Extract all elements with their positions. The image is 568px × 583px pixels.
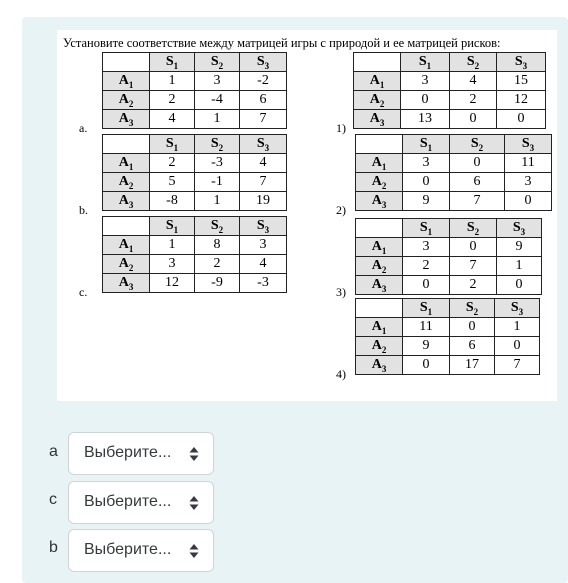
matrix-cell: 0 bbox=[450, 154, 505, 173]
select-value: Выберите... bbox=[84, 541, 172, 558]
col-header-s3: $S_3$ bbox=[240, 135, 287, 154]
matrix-cell: -3 bbox=[195, 154, 240, 173]
matrix-cell: -4 bbox=[195, 91, 240, 110]
matrix-row bbox=[356, 318, 540, 337]
matrix-cell: 4 bbox=[240, 255, 287, 274]
row-header-a1: $A_1$ bbox=[354, 72, 401, 91]
matrix-cell: 11 bbox=[505, 154, 552, 173]
sort-arrows-icon bbox=[189, 446, 199, 462]
matrix-cell: 9 bbox=[497, 238, 542, 257]
matrix-cell: 13 bbox=[401, 110, 450, 129]
matrix-row bbox=[103, 255, 287, 274]
matrix-cell: 15 bbox=[497, 72, 546, 91]
matrix-cell: 3 bbox=[240, 236, 287, 255]
matrix-cell: 3 bbox=[150, 255, 195, 274]
matrix-cell: 0 bbox=[497, 110, 546, 129]
sort-arrows-icon bbox=[189, 543, 199, 559]
matrix-cell: 4 bbox=[450, 72, 497, 91]
row-header-a3: $A_3$ bbox=[356, 192, 403, 211]
matrix-corner-cell bbox=[103, 53, 150, 72]
matrix-cell: 0 bbox=[450, 238, 497, 257]
matrix-cell: 6 bbox=[450, 337, 495, 356]
matrix-row bbox=[356, 337, 540, 356]
answer-select-a[interactable] bbox=[68, 432, 214, 475]
sort-arrows-icon bbox=[189, 495, 199, 511]
row-header-a3: $A_3$ bbox=[354, 110, 401, 129]
matrix-row bbox=[356, 356, 540, 375]
matrix-corner-cell bbox=[356, 135, 403, 154]
matrix-row bbox=[103, 91, 287, 110]
matrix-cell: 0 bbox=[403, 356, 450, 375]
matrix-row bbox=[103, 173, 287, 192]
matrix-cell: 1 bbox=[195, 192, 240, 211]
col-header-s2: $S_2$ bbox=[195, 53, 240, 72]
matrix-cell: 3 bbox=[403, 238, 450, 257]
col-header-s1: $S_1$ bbox=[403, 219, 450, 238]
matrix-cell: 4 bbox=[240, 154, 287, 173]
risk-matrix-0 bbox=[353, 52, 546, 129]
row-header-a1: $A_1$ bbox=[356, 238, 403, 257]
matrix-cell: -3 bbox=[240, 274, 287, 293]
matrix-cell: 1 bbox=[195, 110, 240, 129]
matrix-cell: 12 bbox=[497, 91, 546, 110]
matrix-cell: 0 bbox=[450, 318, 495, 337]
matrix-cell: 6 bbox=[450, 173, 505, 192]
risk-matrix-3 bbox=[355, 298, 540, 375]
matrix-cell: 7 bbox=[450, 192, 505, 211]
matrix-row bbox=[356, 238, 542, 257]
row-header-a1: $A_1$ bbox=[103, 236, 150, 255]
matrix-cell: 2 bbox=[150, 91, 195, 110]
row-header-a1: $A_1$ bbox=[356, 318, 403, 337]
matrix-row bbox=[356, 276, 542, 295]
matrix-row bbox=[354, 91, 546, 110]
matrix-cell: 1 bbox=[150, 236, 195, 255]
matrix-cell: -8 bbox=[150, 192, 195, 211]
col-header-s3: $S_3$ bbox=[497, 219, 542, 238]
risk-matrix-2 bbox=[355, 218, 542, 295]
col-header-s1: $S_1$ bbox=[403, 299, 450, 318]
matrix-row bbox=[103, 72, 287, 91]
matrix-cell: 7 bbox=[495, 356, 540, 375]
matrix-corner-cell bbox=[354, 53, 401, 72]
row-header-a2: $A_2$ bbox=[103, 173, 150, 192]
matrix-row bbox=[103, 110, 287, 129]
matrix-cell: 11 bbox=[403, 318, 450, 337]
question-image bbox=[57, 30, 557, 401]
game-matrix-2 bbox=[102, 216, 287, 293]
matrix-row bbox=[103, 154, 287, 173]
select-value: Выберите... bbox=[84, 444, 172, 461]
col-header-s1: $S_1$ bbox=[403, 135, 450, 154]
matrix-cell: 1 bbox=[497, 257, 542, 276]
matrix-cell: 3 bbox=[195, 72, 240, 91]
matrix-corner-cell bbox=[356, 219, 403, 238]
game-matrix-0 bbox=[102, 52, 287, 129]
matrix-row bbox=[356, 257, 542, 276]
col-header-s3: $S_3$ bbox=[497, 53, 546, 72]
matrix-cell: 0 bbox=[497, 276, 542, 295]
game-matrix-1 bbox=[102, 134, 287, 211]
game-matrix-label-1: b. bbox=[79, 203, 88, 217]
col-header-s2: $S_2$ bbox=[450, 53, 497, 72]
matrix-cell: -2 bbox=[240, 72, 287, 91]
matrix-cell: 7 bbox=[240, 173, 287, 192]
row-header-a3: $A_3$ bbox=[356, 276, 403, 295]
col-header-s1: $S_1$ bbox=[150, 53, 195, 72]
answer-label-b: b bbox=[49, 539, 58, 556]
matrix-row bbox=[103, 274, 287, 293]
matrix-cell: -1 bbox=[195, 173, 240, 192]
row-header-a2: $A_2$ bbox=[354, 91, 401, 110]
matrix-cell: 0 bbox=[495, 337, 540, 356]
row-header-a3: $A_3$ bbox=[356, 356, 403, 375]
matrix-row bbox=[354, 72, 546, 91]
col-header-s1: $S_1$ bbox=[150, 217, 195, 236]
matrix-row bbox=[103, 236, 287, 255]
risk-matrix-1 bbox=[355, 134, 552, 211]
matrix-row bbox=[103, 192, 287, 211]
matrix-cell: 2 bbox=[403, 257, 450, 276]
col-header-s2: $S_2$ bbox=[195, 217, 240, 236]
col-header-s2: $S_2$ bbox=[450, 299, 495, 318]
matrix-cell: 0 bbox=[403, 276, 450, 295]
matrix-cell: 2 bbox=[195, 255, 240, 274]
matrix-cell: 8 bbox=[195, 236, 240, 255]
matrix-cell: 3 bbox=[403, 154, 450, 173]
col-header-s3: $S_3$ bbox=[495, 299, 540, 318]
matrix-row bbox=[354, 110, 546, 129]
risk-matrix-label-0: 1) bbox=[336, 121, 346, 135]
matrix-corner-cell bbox=[356, 299, 403, 318]
col-header-s3: $S_3$ bbox=[240, 53, 287, 72]
matrix-cell: 2 bbox=[150, 154, 195, 173]
row-header-a1: $A_1$ bbox=[103, 72, 150, 91]
matrix-corner-cell bbox=[103, 135, 150, 154]
matrix-cell: 0 bbox=[505, 192, 552, 211]
matrix-cell: 0 bbox=[403, 173, 450, 192]
answer-label-a: a bbox=[49, 443, 58, 460]
matrix-cell: 0 bbox=[450, 110, 497, 129]
matrix-cell: 12 bbox=[150, 274, 195, 293]
matrix-corner-cell bbox=[103, 217, 150, 236]
matrix-row bbox=[356, 173, 552, 192]
col-header-s2: $S_2$ bbox=[450, 135, 505, 154]
row-header-a2: $A_2$ bbox=[356, 337, 403, 356]
matrix-cell: 3 bbox=[505, 173, 552, 192]
risk-matrix-label-2: 3) bbox=[336, 285, 346, 299]
risk-matrix-label-3: 4) bbox=[336, 367, 346, 381]
col-header-s1: $S_1$ bbox=[401, 53, 450, 72]
col-header-s1: $S_1$ bbox=[150, 135, 195, 154]
matrix-cell: 2 bbox=[450, 91, 497, 110]
row-header-a1: $A_1$ bbox=[103, 154, 150, 173]
matrix-cell: 3 bbox=[401, 72, 450, 91]
row-header-a3: $A_3$ bbox=[103, 110, 150, 129]
matrix-row bbox=[356, 192, 552, 211]
instruction-text: Установите соответствие между матрицей игры с природой и ее матрицей рисков: bbox=[63, 36, 501, 50]
col-header-s3: $S_3$ bbox=[505, 135, 552, 154]
row-header-a3: $A_3$ bbox=[103, 274, 150, 293]
answer-select-b[interactable] bbox=[68, 529, 214, 572]
matrix-cell: 7 bbox=[450, 257, 497, 276]
row-header-a2: $A_2$ bbox=[356, 173, 403, 192]
matrix-cell: 0 bbox=[401, 91, 450, 110]
select-value: Выберите... bbox=[84, 493, 172, 510]
matrix-row bbox=[356, 154, 552, 173]
risk-matrix-label-1: 2) bbox=[336, 203, 346, 217]
matrix-cell: 7 bbox=[240, 110, 287, 129]
answer-label-c: c bbox=[49, 491, 57, 508]
game-matrix-label-0: a. bbox=[79, 121, 88, 135]
answer-select-c[interactable] bbox=[68, 481, 214, 524]
row-header-a2: $A_2$ bbox=[356, 257, 403, 276]
matrix-cell: -9 bbox=[195, 274, 240, 293]
row-header-a2: $A_2$ bbox=[103, 255, 150, 274]
row-header-a1: $A_1$ bbox=[356, 154, 403, 173]
matrix-cell: 1 bbox=[150, 72, 195, 91]
matrix-cell: 4 bbox=[150, 110, 195, 129]
matrix-cell: 17 bbox=[450, 356, 495, 375]
matrix-cell: 1 bbox=[495, 318, 540, 337]
matrix-cell: 2 bbox=[450, 276, 497, 295]
row-header-a2: $A_2$ bbox=[103, 91, 150, 110]
col-header-s2: $S_2$ bbox=[195, 135, 240, 154]
row-header-a3: $A_3$ bbox=[103, 192, 150, 211]
col-header-s2: $S_2$ bbox=[450, 219, 497, 238]
col-header-s3: $S_3$ bbox=[240, 217, 287, 236]
matrix-cell: 5 bbox=[150, 173, 195, 192]
matrix-cell: 9 bbox=[403, 192, 450, 211]
matrix-cell: 9 bbox=[403, 337, 450, 356]
matrix-cell: 6 bbox=[240, 91, 287, 110]
matrix-cell: 19 bbox=[240, 192, 287, 211]
game-matrix-label-2: c. bbox=[79, 285, 88, 299]
